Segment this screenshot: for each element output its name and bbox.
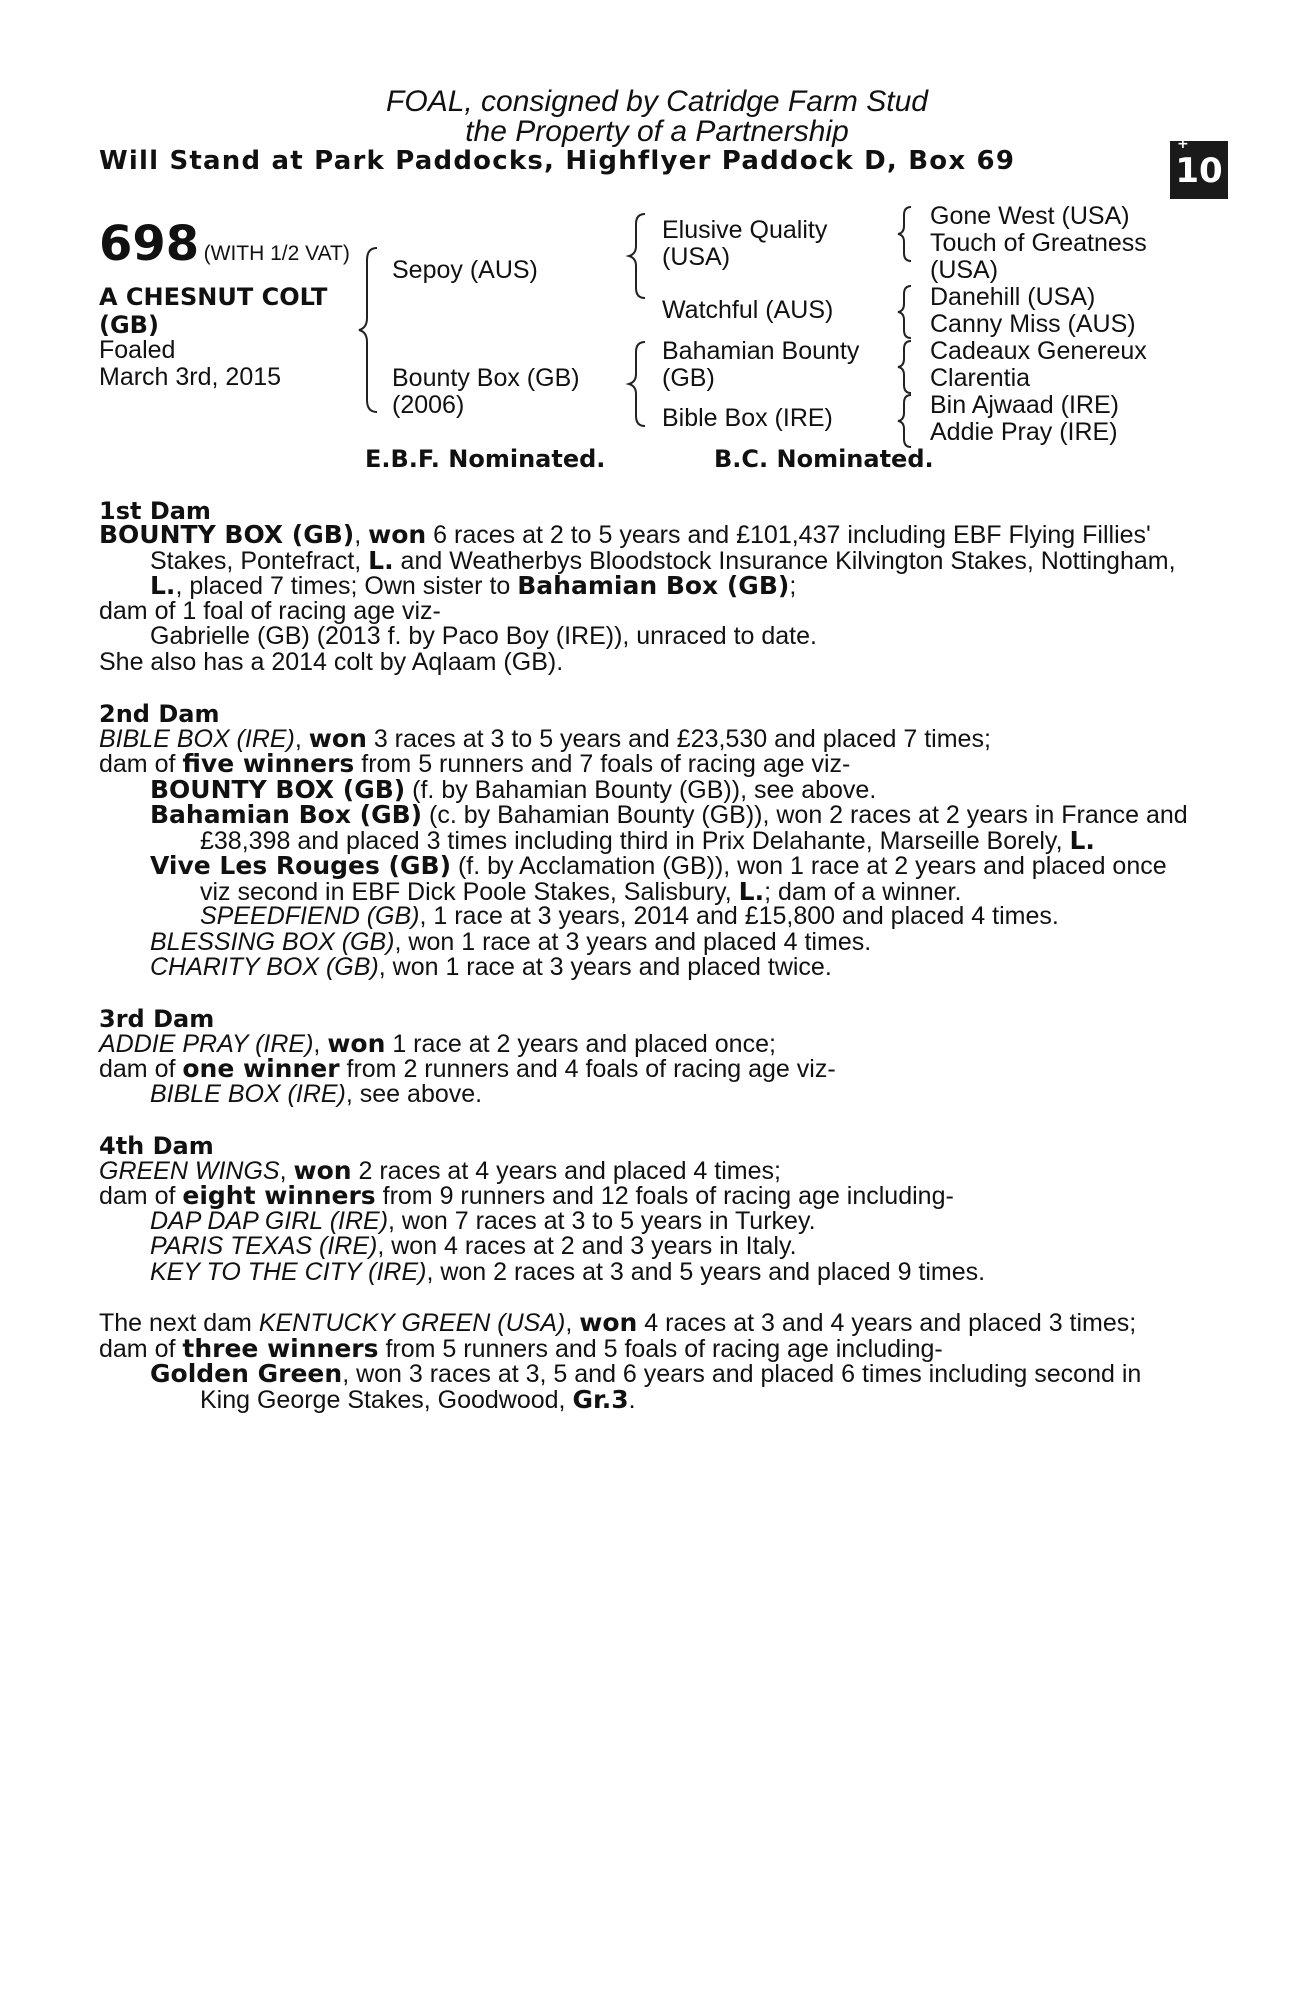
first-dam-name: BOUNTY BOX (GB)	[99, 520, 355, 549]
text: and Weatherbys Bloodstock Insurance Kilvington Stakes, Nottingham,	[393, 547, 1176, 575]
progeny-bible-box	[150, 1082, 482, 1108]
text: 4 races at 3 and 4 years and placed 3 times;	[637, 1309, 1137, 1337]
text: 3 races at 3 to 5 years and £23,530 and placed 7 times;	[366, 725, 991, 753]
first-dam-line-3	[150, 573, 796, 600]
dsd: Clarentia	[930, 364, 1031, 392]
text: , won 4 races at 2 and 3 years in Italy.	[377, 1232, 797, 1260]
winners-count: eight winners	[182, 1181, 376, 1210]
text: from 2 runners and 4 foals of racing age viz-	[339, 1055, 836, 1083]
ssd-country: (USA)	[930, 256, 999, 284]
ebf-nominated: E.B.F. Nominated.	[365, 445, 606, 473]
progeny-name: KEY TO THE CITY (IRE)	[150, 1258, 427, 1286]
text: dam of	[99, 750, 183, 778]
fourth-dam-line-2	[99, 1183, 954, 1210]
badge-plus: +	[1177, 136, 1189, 152]
sire-parents-brace	[625, 210, 651, 300]
text: , placed 7 times; Own sister to	[175, 572, 518, 600]
text: (f. by Acclamation (GB)), won 1 race at 2 years and placed once	[451, 852, 1167, 880]
ddd: Addie Pray (IRE)	[930, 418, 1118, 446]
progeny-name: SPEEDFIEND (GB)	[200, 902, 420, 930]
text: dam of	[99, 1335, 183, 1363]
text: from 5 runners and 7 foals of racing age viz-	[354, 750, 851, 778]
text: , won 3 races at 3, 5 and 6 years and placed 6 times including second in	[342, 1360, 1142, 1388]
sire: Sepoy (AUS)	[392, 256, 538, 284]
third-dam-name: ADDIE PRAY (IRE)	[99, 1030, 314, 1058]
winners-count: five winners	[182, 749, 355, 778]
dam-year: (2006)	[392, 391, 465, 419]
lot-description-country: (GB)	[99, 311, 159, 339]
dds: Bin Ajwaad (IRE)	[930, 391, 1119, 419]
sds: Danehill (USA)	[930, 283, 1096, 311]
ds-brace	[894, 338, 916, 396]
sss: Gone West (USA)	[930, 202, 1130, 230]
text: ;	[789, 572, 797, 600]
text: £38,398 and placed 3 times including third in Prix Delahante, Marseille Borely,	[200, 827, 1070, 855]
property-line: the Property of a Partnership	[465, 115, 849, 148]
sdd: Canny Miss (AUS)	[930, 310, 1136, 338]
progeny-bahamian-box	[150, 802, 1188, 829]
text: from 5 runners and 5 foals of racing age including-	[378, 1335, 943, 1363]
text: .	[628, 1386, 636, 1414]
won-label: won	[579, 1308, 638, 1337]
progeny-name: DAP DAP GIRL (IRE)	[150, 1207, 389, 1235]
lot-heading	[99, 216, 350, 272]
progeny-name: Vive Les Rouges (GB)	[150, 851, 451, 880]
next-dam-line-1	[99, 1310, 1136, 1337]
progeny-blessing-box	[150, 930, 871, 956]
progeny-speedfiend	[200, 904, 1059, 930]
ss-brace	[894, 204, 916, 264]
sire-dam-brace	[355, 240, 385, 420]
progeny-name: BIBLE BOX (IRE)	[150, 1080, 346, 1108]
text: ,	[565, 1309, 580, 1337]
text: , won 1 race at 3 years and placed twice.	[378, 953, 832, 981]
text: , 1 race at 3 years, 2014 and £15,800 and placed 4 times.	[419, 902, 1059, 930]
text: Stakes, Pontefract,	[150, 547, 369, 575]
dam: Bounty Box (GB)	[392, 364, 580, 392]
first-dam-line-1: BOUNTY BOX (GB), won 6 races at 2 to 5 years and £101,437 including EBF Flying Fillies'	[99, 520, 1151, 549]
first-dam-line-4: dam of 1 foal of racing age viz-	[99, 597, 441, 625]
dd-brace	[894, 392, 916, 450]
text: , see above.	[345, 1080, 483, 1108]
sd-brace	[894, 283, 916, 341]
consignor-line: FOAL, consigned by Catridge Farm Stud	[386, 85, 928, 118]
progeny-name: PARIS TEXAS (IRE)	[150, 1232, 378, 1260]
badge-10	[1170, 136, 1228, 199]
text: , won 7 races at 3 to 5 years in Turkey.	[388, 1207, 816, 1235]
text: from 9 runners and 12 foals of racing age including-	[375, 1182, 954, 1210]
won-label: won	[293, 1156, 352, 1185]
second-dam-heading: 2nd Dam	[99, 700, 220, 728]
second-dam-line-2	[99, 751, 850, 778]
text: The next dam	[99, 1309, 259, 1337]
next-dam-name: KENTUCKY GREEN (USA)	[258, 1309, 566, 1337]
third-dam-line-1: ADDIE PRAY (IRE), won 1 race at 2 years and placed once;	[99, 1029, 776, 1058]
lot-number: 698	[99, 216, 200, 272]
text: 2 races at 4 years and placed 4 times;	[351, 1157, 781, 1185]
vat-note: (WITH 1/2 VAT)	[203, 242, 350, 265]
dam-parents-brace	[625, 338, 651, 428]
listed-mark: L.	[738, 877, 765, 906]
progeny-charity-box	[150, 955, 832, 981]
text: dam of	[99, 1182, 183, 1210]
first-dam-progeny: Gabrielle (GB) (2013 f. by Paco Boy (IRE)), unraced to date.	[150, 622, 817, 650]
dss: Cadeaux Genereux	[930, 337, 1147, 365]
third-dam-line-2	[99, 1056, 836, 1083]
sire-sire: Elusive Quality	[662, 216, 828, 244]
sire-sire-country: (USA)	[662, 243, 731, 271]
won-label: won	[308, 724, 367, 753]
winners-count: three winners	[182, 1334, 379, 1363]
won-label: won	[327, 1029, 386, 1058]
bc-nominated: B.C. Nominated.	[714, 445, 934, 473]
sire-dam: Watchful (AUS)	[662, 296, 834, 324]
progeny-paris-texas	[150, 1234, 797, 1260]
foaled-label: Foaled	[99, 336, 176, 364]
text: ; dam of a winner.	[764, 878, 962, 906]
text: King George Stakes, Goodwood,	[200, 1386, 573, 1414]
progeny-name: Golden Green	[150, 1359, 343, 1388]
second-dam-line-1: BIBLE BOX (IRE), won 3 races at 3 to 5 years and £23,530 and placed 7 times;	[99, 724, 991, 753]
first-dam-text: 6 races at 2 to 5 years and £101,437 including EBF Flying Fillies'	[426, 521, 1151, 549]
text: viz second in EBF Dick Poole Stakes, Salisbury,	[200, 878, 739, 906]
dam-sire: Bahamian Bounty	[662, 337, 860, 365]
progeny-golden-green	[150, 1361, 1141, 1388]
progeny-golden-green-2	[200, 1387, 636, 1414]
progeny-dap-dap-girl	[150, 1209, 816, 1235]
listed-mark: L.	[150, 571, 176, 600]
badge-number: 10	[1175, 151, 1223, 191]
progeny-name: Bahamian Box (GB)	[150, 800, 423, 829]
won-label: won	[368, 520, 427, 549]
winners-count: one winner	[182, 1054, 340, 1083]
foaled-date: March 3rd, 2015	[99, 363, 282, 391]
group-mark: Gr.3	[572, 1385, 629, 1414]
lot-description: A CHESNUT COLT	[99, 283, 328, 311]
fourth-dam-heading: 4th Dam	[99, 1132, 214, 1160]
dam-sire-country: (GB)	[662, 364, 715, 392]
listed-mark: L.	[368, 546, 394, 575]
ssd: Touch of Greatness	[930, 229, 1147, 257]
third-dam-heading: 3rd Dam	[99, 1005, 215, 1033]
fourth-dam-name: GREEN WINGS	[99, 1157, 280, 1185]
progeny-name: BOUNTY BOX (GB)	[150, 775, 406, 804]
progeny-name: CHARITY BOX (GB)	[150, 953, 379, 981]
text: (f. by Bahamian Bounty (GB)), see above.	[405, 776, 877, 804]
text: dam of	[99, 1055, 183, 1083]
sister-name: Bahamian Box (GB)	[517, 571, 790, 600]
progeny-name: BLESSING BOX (GB)	[150, 928, 395, 956]
text: , won 1 race at 3 years and placed 4 times.	[394, 928, 872, 956]
progeny-key-to-the-city	[150, 1260, 985, 1286]
fourth-dam-line-1: GREEN WINGS, won 2 races at 4 years and placed 4 times;	[99, 1156, 781, 1185]
text: (c. by Bahamian Bounty (GB)), won 2 races at 2 years in France and	[422, 801, 1188, 829]
text: , won 2 races at 3 and 5 years and placed 9 times.	[426, 1258, 986, 1286]
text: 1 race at 2 years and placed once;	[385, 1030, 776, 1058]
second-dam-name: BIBLE BOX (IRE)	[99, 725, 295, 753]
dam-dam: Bible Box (IRE)	[662, 404, 833, 432]
listed-mark: L.	[1069, 826, 1095, 855]
first-dam-line-6: She also has a 2014 colt by Aqlaam (GB).	[99, 648, 564, 676]
progeny-vive-les-rouges	[150, 853, 1167, 880]
stand-location: Will Stand at Park Paddocks, Highflyer Paddock D, Box 69	[99, 146, 1016, 176]
first-dam-heading: 1st Dam	[99, 497, 211, 525]
